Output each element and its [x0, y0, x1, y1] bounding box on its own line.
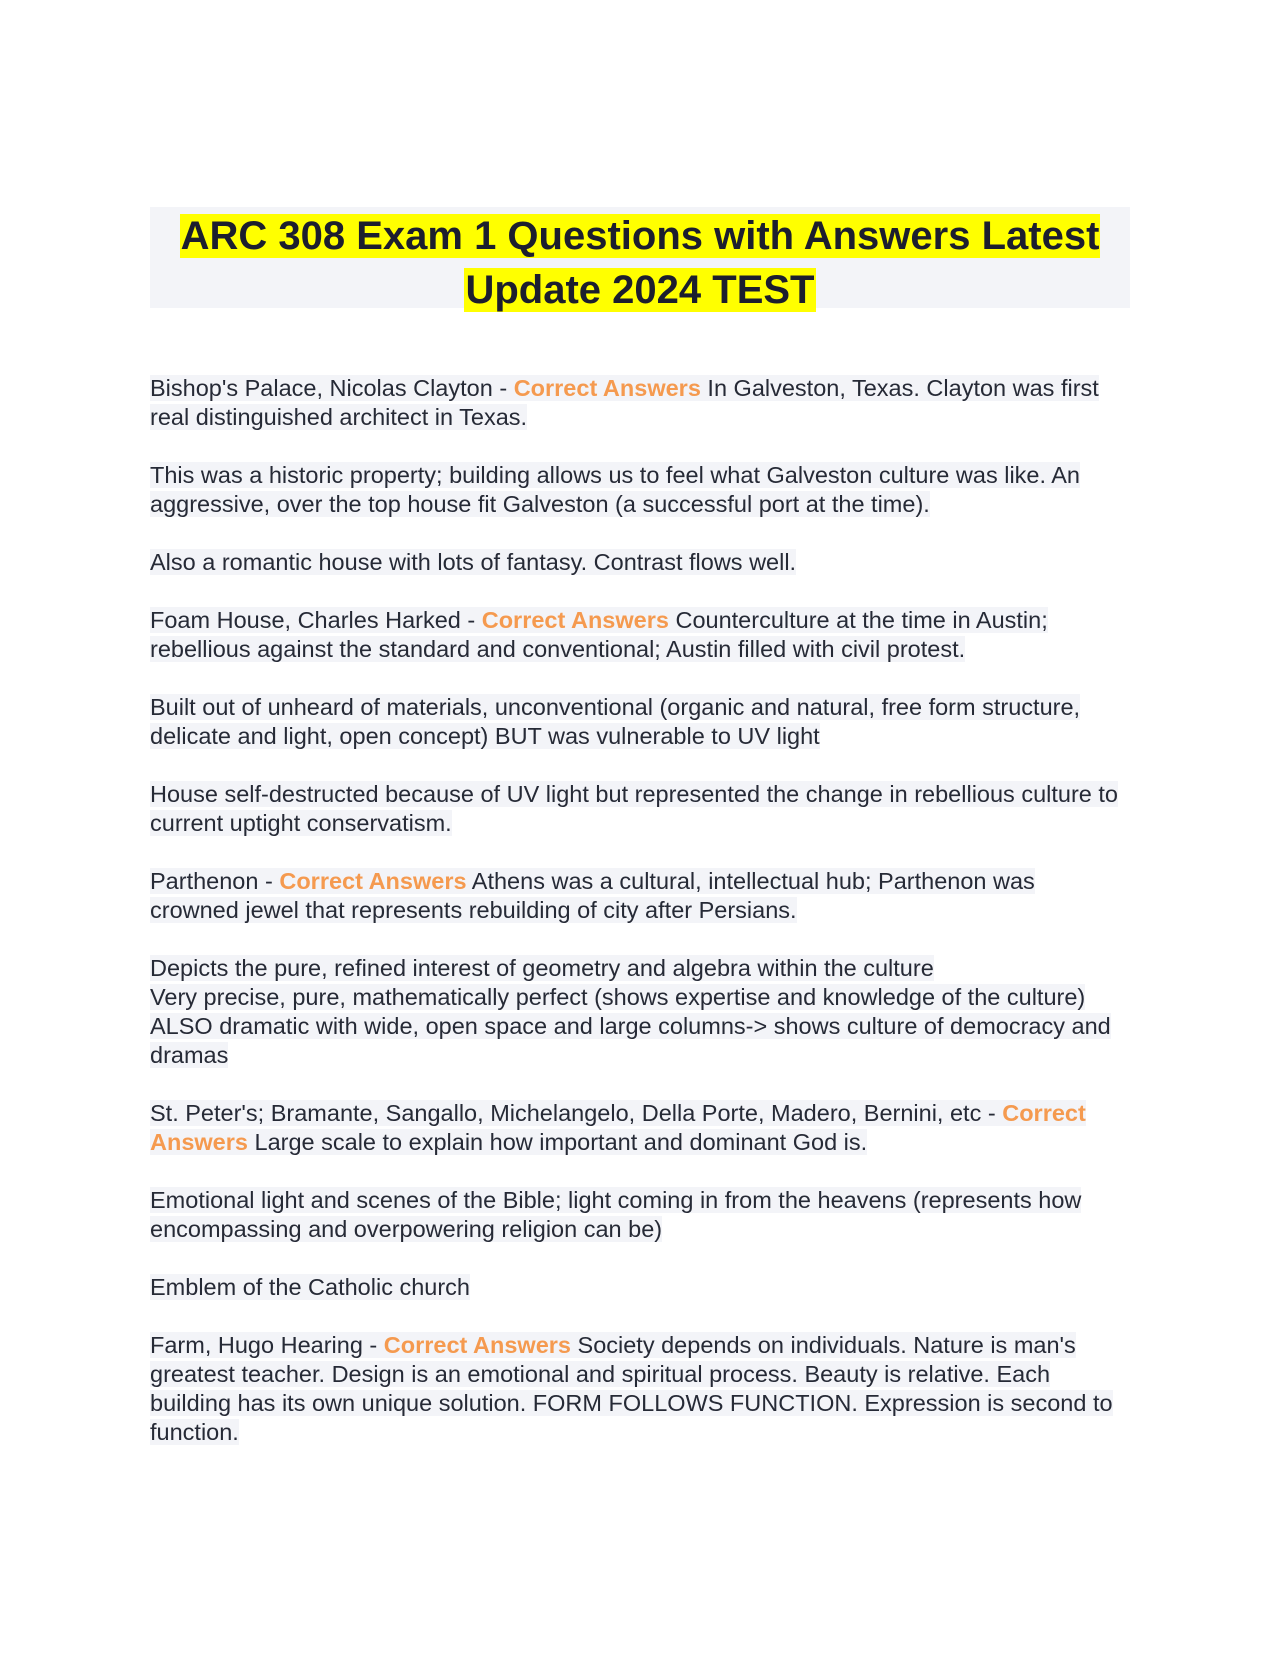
correct-answers-label: Correct Answers — [383, 1332, 571, 1358]
answer-paragraph: Also a romantic house with lots of fantasy. Contrast flows well. — [150, 549, 797, 575]
document-page — [150, 207, 1130, 1476]
answer-text: In Galveston, Texas. Clayton was first real distinguished architect in Texas. — [150, 375, 1099, 430]
document-body — [150, 374, 1130, 1447]
qa-entry — [150, 867, 1130, 925]
title-line-2: Update 2024 TEST — [465, 268, 815, 312]
answer-paragraph: This was a historic property; building allows us to feel what Galveston culture was like. An aggressive, over the top house fit Galveston (a successful port at the time). — [150, 462, 1080, 517]
question-text: Foam House, Charles Harked - — [150, 607, 482, 633]
answer-paragraph: Emotional light and scenes of the Bible; light coming in from the heavens (represents how encompassing and overpowering religion can be) — [150, 1187, 1082, 1242]
qa-entry — [150, 1331, 1130, 1447]
question-text: Farm, Hugo Hearing - — [150, 1332, 384, 1358]
document-title — [150, 207, 1130, 312]
title-line-1: ARC 308 Exam 1 Questions with Answers Latest — [180, 214, 1100, 258]
qa-entry — [150, 374, 1130, 432]
question-text: Parthenon - — [150, 868, 280, 894]
qa-entry — [150, 606, 1130, 664]
correct-answers-label: Correct Answers — [150, 1100, 1086, 1155]
answer-paragraph: Built out of unheard of materials, unconventional (organic and natural, free form structure, delicate and light, open concept) BUT was vulnerable to UV light — [150, 694, 1081, 749]
answer-text: Counterculture at the time in Austin; rebellious against the standard and conventional; Austin filled with civil protest. — [150, 607, 1048, 662]
correct-answers-label: Correct Answers — [513, 375, 701, 401]
question-text: Bishop's Palace, Nicolas Clayton - — [150, 375, 514, 401]
answer-text: Large scale to explain how important and dominant God is. — [247, 1129, 868, 1155]
answer-text: Athens was a cultural, intellectual hub; Parthenon was crowned jewel that represents rebuilding of city after Persians. — [150, 868, 1035, 923]
qa-entry — [150, 1099, 1130, 1157]
correct-answers-label: Correct Answers — [279, 868, 467, 894]
answer-paragraph: House self-destructed because of UV light but represented the change in rebellious culture to current uptight conservatism. — [150, 781, 1118, 836]
answer-text: Society depends on individuals. Nature is man's greatest teacher. Design is an emotional and spiritual process. Beauty is relative. Each building has its own unique solution. FORM FOLLOWS FUNCTION. Expression is second to function. — [150, 1332, 1113, 1445]
answer-paragraph: Emblem of the Catholic church — [150, 1274, 471, 1300]
question-text: St. Peter's; Bramante, Sangallo, Michelangelo, Della Porte, Madero, Bernini, etc - — [150, 1100, 1003, 1126]
answer-paragraph: Depicts the pure, refined interest of geometry and algebra within the culture Very precise, pure, mathematically perfect (shows expertise and knowledge of the culture) ALSO dramatic with wide, open space and large columns-> shows culture of democracy and dramas — [150, 955, 1111, 1068]
correct-answers-label: Correct Answers — [481, 607, 669, 633]
